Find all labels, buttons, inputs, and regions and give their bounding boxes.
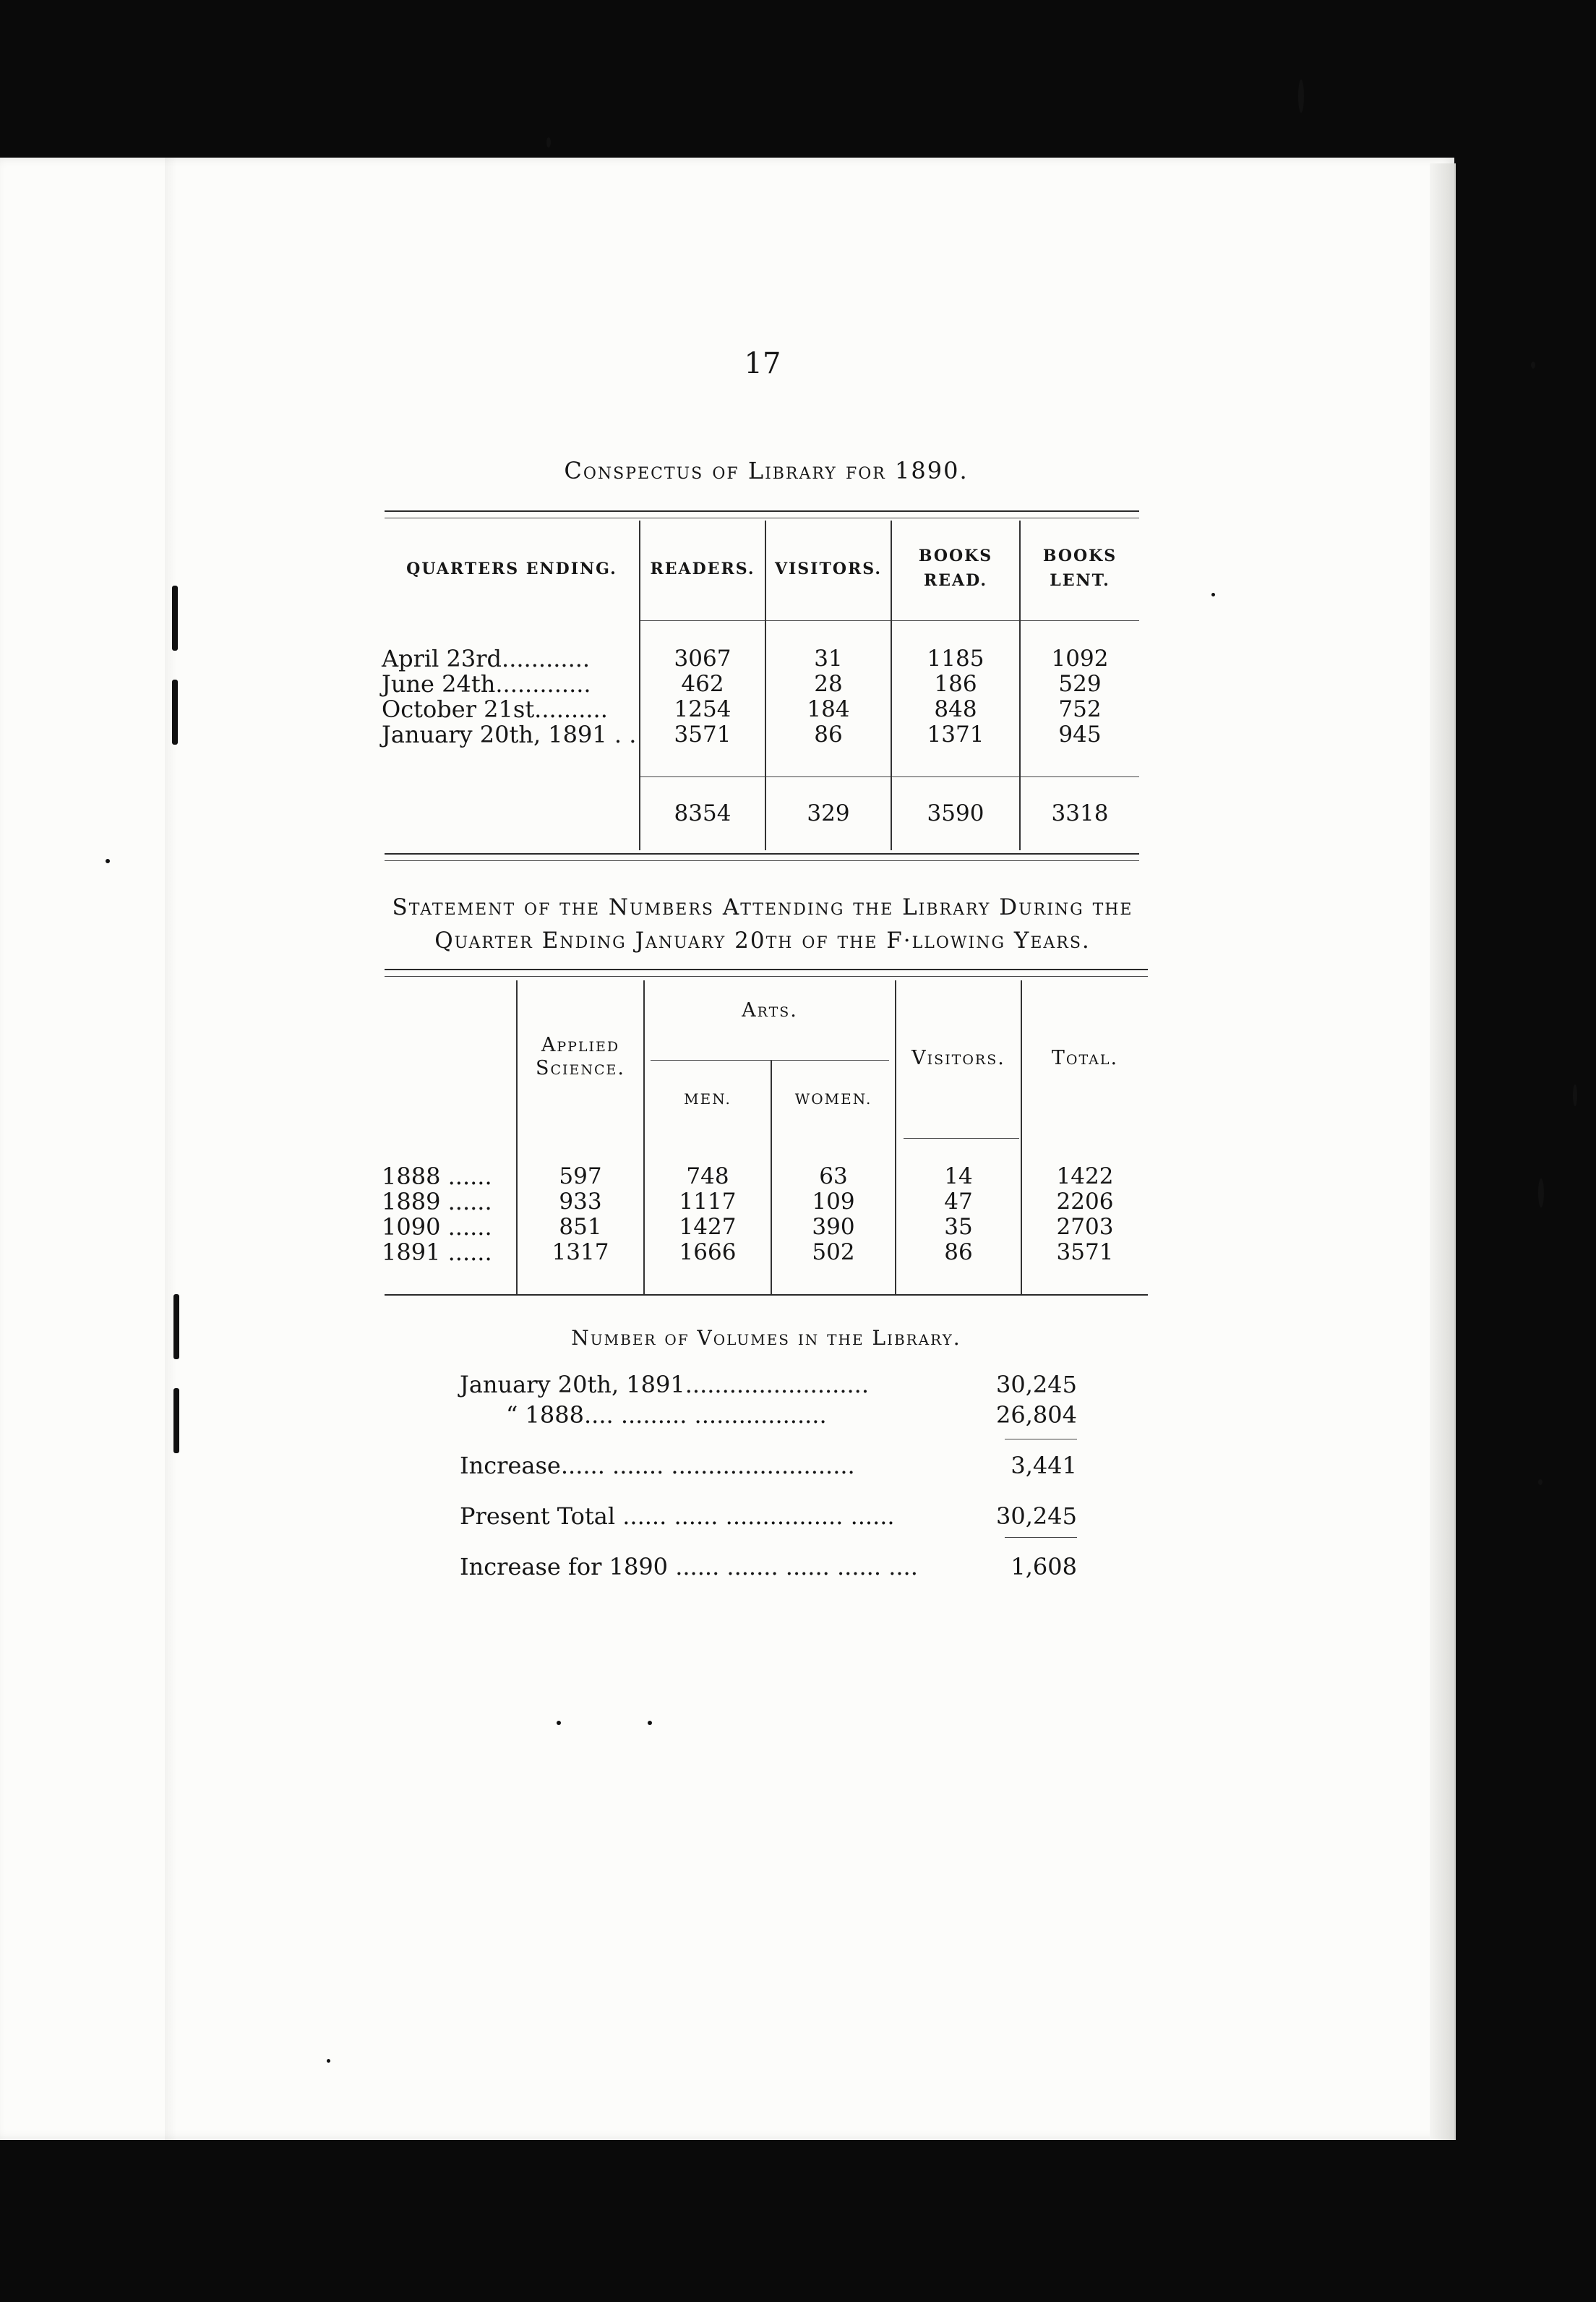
volumes-amount: 30,245 xyxy=(996,1502,1077,1530)
binding-mark xyxy=(172,680,178,745)
volumes-line: Present Total ...... ...... ................ ...... xyxy=(460,1502,895,1530)
page-number: 17 xyxy=(744,347,781,380)
table1-header-books-lent: BOOKS LENT. xyxy=(1042,547,1117,590)
speck xyxy=(106,859,110,863)
binding-mark xyxy=(173,1388,179,1453)
page-gutter xyxy=(165,158,185,2140)
table2-header-visitors: Visitors. xyxy=(911,1047,1005,1069)
volumes-amount: 26,804 xyxy=(996,1401,1077,1429)
volumes-line: Increase for 1890 ...... ....... ...... ...... .... xyxy=(460,1553,918,1580)
binding-mark xyxy=(173,1294,179,1359)
speck xyxy=(327,2059,330,2063)
table1-header-readers: READERS. xyxy=(650,560,755,578)
speck xyxy=(1538,1479,1543,1485)
page-paper xyxy=(0,158,1454,2140)
binding-mark xyxy=(172,586,178,651)
speck xyxy=(1211,593,1215,596)
table1-header-quarters: QUARTERS ENDING. xyxy=(406,560,617,578)
table1-title: Conspectus of Library for 1890. xyxy=(564,457,969,484)
table2-header-total: Total. xyxy=(1051,1047,1119,1069)
volumes-line: Increase...... ....... ......................... xyxy=(460,1452,855,1479)
table1-header-books-read: BOOKS READ. xyxy=(918,547,993,590)
volumes-line: “ 1888.... ......... .................. xyxy=(506,1401,827,1429)
volumes-title: Number of Volumes in the Library. xyxy=(571,1326,961,1350)
volumes-amount: 1,608 xyxy=(1011,1553,1077,1580)
speck xyxy=(1531,361,1535,369)
page-edge xyxy=(1430,163,1456,2140)
table2-header-women: WOMEN. xyxy=(794,1090,872,1108)
speck xyxy=(1538,1178,1544,1207)
table2-title: Statement of the Numbers Attending the Library During the Quarter Ending January 20th of the F·llowing Years. xyxy=(392,894,1133,954)
speck xyxy=(648,1721,652,1725)
volumes-amount: 30,245 xyxy=(996,1371,1077,1398)
speck xyxy=(546,137,551,147)
speck xyxy=(1573,1084,1577,1106)
table1-header-visitors: VISITORS. xyxy=(774,560,883,578)
speck xyxy=(1298,80,1304,113)
table2-header-arts: Arts. xyxy=(742,999,798,1022)
table2-header-men: MEN. xyxy=(684,1090,732,1108)
table2-header-applied-science: Applied Science. xyxy=(535,1034,626,1079)
speck xyxy=(557,1721,561,1725)
volumes-amount: 3,441 xyxy=(1011,1452,1077,1479)
volumes-line: January 20th, 1891......................... xyxy=(460,1371,870,1398)
